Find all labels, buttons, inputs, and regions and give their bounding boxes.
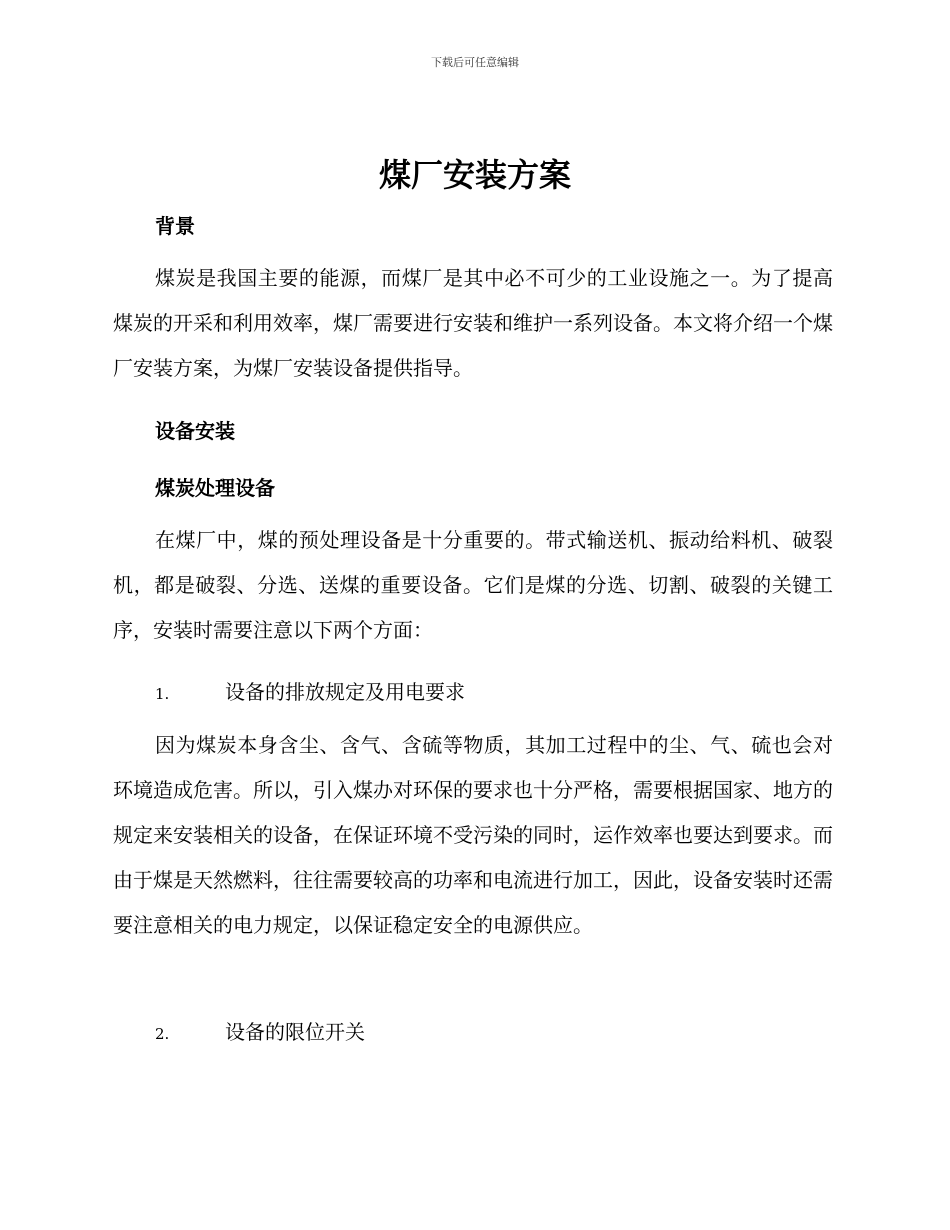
header-note: 下载后可任意编辑 [431, 56, 519, 69]
paragraph-background: 煤炭是我国主要的能源，而煤厂是其中必不可少的工业设施之一。为了提高煤炭的开采和利用效率，煤厂需要进行安装和维护一系列设备。本文将介绍一个煤厂安装方案，为煤厂安装设备提供指导。 [113, 266, 833, 380]
heading-equipment-installation: 设备安装 [155, 419, 235, 443]
heading-background: 背景 [155, 214, 195, 238]
list-text: 设备的限位开关 [225, 1020, 365, 1044]
document-title: 煤厂安装方案 [378, 156, 571, 194]
list-number: 1. [155, 685, 170, 703]
heading-coal-processing: 煤炭处理设备 [155, 476, 275, 500]
list-item-1 [155, 676, 465, 705]
list-number: 2. [155, 1025, 170, 1043]
list-text: 设备的排放规定及用电要求 [225, 680, 465, 704]
paragraph-coal-processing: 在煤厂中，煤的预处理设备是十分重要的。带式输送机、振动给料机、破裂机，都是破裂、分选、送煤的重要设备。它们是煤的分选、切割、破裂的关键工序，安装时需要注意以下两个方面： [113, 528, 833, 642]
list-item-2 [155, 1016, 365, 1045]
paragraph-item-1: 因为煤炭本身含尘、含气、含硫等物质，其加工过程中的尘、气、硫也会对环境造成危害。所以，引入煤办对环保的要求也十分严格，需要根据国家、地方的规定来安装相关的设备，在保证环境不受污染的同时，运作效率也要达到要求。而由于煤是天然燃料，往往需要较高的功率和电流进行加工，因此，设备安装时还需要注意相关的电力规定，以保证稳定安全的电源供应。 [113, 733, 833, 937]
